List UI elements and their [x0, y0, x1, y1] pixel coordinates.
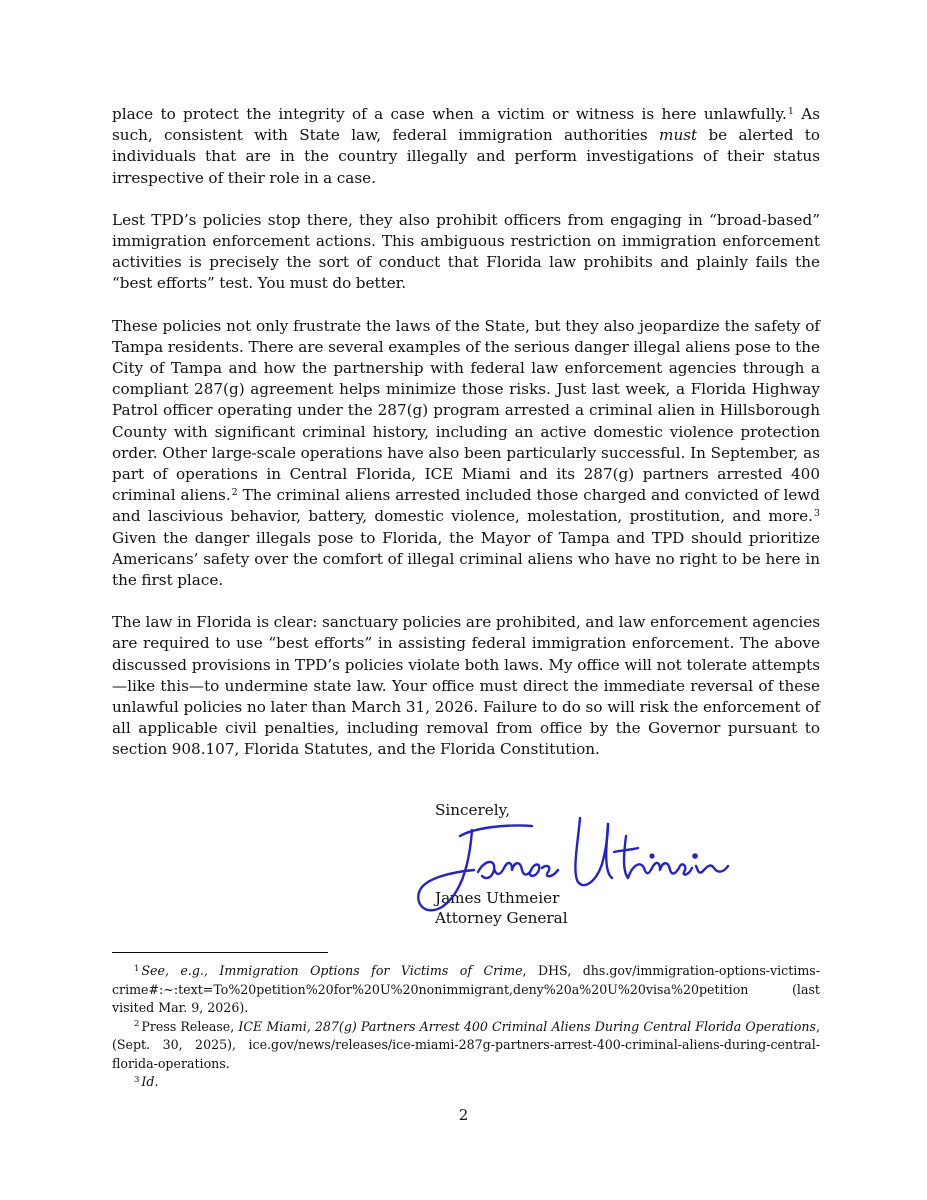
paragraph-3: [112, 316, 820, 592]
paragraph-4: The law in Florida is clear: sanctuary policies are prohibited, and law enforcement agencies are required to use “best efforts” in assisting federal immigration enforcement. The above discussed provisions in TPD’s policies violate both laws. My office will not tolerate attempts—like this—to undermine state law. Your office must direct the immediate reversal of these unlawful policies no later than March 31, 2026. Failure to do so will risk the enforcement of all applicable civil penalties, including removal from office by the Governor pursuant to section 908.107, Florida Statutes, and the Florida Constitution.: [112, 613, 820, 759]
salutation: Sincerely,: [435, 801, 511, 819]
footnote-2-number: 2: [134, 1019, 140, 1030]
paragraph-3-text-b: The criminal aliens arrested included those charged and convicted of lewd and lascivious behavior, battery, domestic violence, molestation, prostitution, and more.: [112, 486, 821, 526]
footnote-3-italic: Id.: [141, 1074, 159, 1089]
footnote-ref-1[interactable]: 1: [787, 105, 794, 117]
footnote-3: [112, 1073, 820, 1092]
paragraph-3-text-a: These policies not only frustrate the laws of the State, but they also jeopardize the safety of Tampa residents. There are several examples of the serious danger illegal aliens pose to the City of Tampa and how the partnership with federal law enforcement agencies through a compliant 287(g) agreement helps minimize those risks. Just last week, a Florida Highway Patrol officer operating under the 287(g) program arrested a criminal alien in Hillsborough County with significant criminal history, including an active domestic violence protection order. Other large-scale operations have also been particularly successful. In September, as part of operations in Central Florida, ICE Miami and its 287(g) partners arrested 400 criminal aliens.: [112, 316, 820, 505]
signer-name: James Uthmeier: [435, 889, 560, 907]
footnote-1-number: 1: [134, 963, 140, 974]
footnote-1: [112, 962, 820, 1018]
footnote-divider: [112, 952, 328, 953]
paragraph-1: [112, 104, 820, 189]
footnotes: [112, 962, 820, 1092]
paragraph-1-text-b: As such, consistent with State law, federal immigration authorities: [112, 105, 820, 145]
page-number: 2: [458, 1106, 469, 1124]
paragraph-1-emphasis: must: [659, 126, 698, 145]
footnote-2-text: , (Sept. 30, 2025), ice.gov/news/releases/ice-miami-287g-partners-arrest-400-criminal-aliens-during-central-florida-operations.: [112, 1018, 820, 1071]
paragraph-1-text-c: be alerted to individuals that are in the country illegally and perform investigations of their status irrespective of their role in a case.: [112, 126, 821, 187]
footnote-3-number: 3: [134, 1074, 140, 1085]
signer-title: Attorney General: [435, 909, 568, 927]
footnote-1-text: , DHS, dhs.gov/immigration-options-victims-crime#:~:text=To%20petition%20for%20U%20nonimmigrant,deny%20a%20U%20visa%20petition (last visited Mar. 9, 2026).: [112, 963, 820, 1015]
paragraph-2: Lest TPD’s policies stop there, they also prohibit officers from engaging in “broad-based” immigration enforcement actions. This ambiguous restriction on immigration enforcement activities is precisely the sort of conduct that Florida law prohibits and plainly fails the “best efforts” test. You must do better.: [112, 210, 820, 293]
footnote-2-lead: Press Release,: [141, 1018, 239, 1034]
footnote-2-italic: ICE Miami, 287(g) Partners Arrest 400 Criminal Aliens During Central Florida Operations: [238, 1018, 816, 1034]
footnote-1-italic: See, e.g., Immigration Options for Victims of Crime: [141, 963, 523, 978]
letter-body: [112, 104, 820, 782]
footnote-ref-2[interactable]: 2: [231, 487, 238, 499]
footnote-2: [112, 1018, 820, 1074]
handwritten-signature: [412, 812, 732, 932]
footnote-ref-3[interactable]: 3: [813, 508, 820, 520]
paragraph-1-text-a: place to protect the integrity of a case when a victim or witness is here unlawfully.: [112, 105, 787, 123]
paragraph-3-text-c: Given the danger illegals pose to Florida, the Mayor of Tampa and TPD should prioritize Americans’ safety over the comfort of illegal criminal aliens who have no right to be here in the first place.: [112, 528, 820, 590]
